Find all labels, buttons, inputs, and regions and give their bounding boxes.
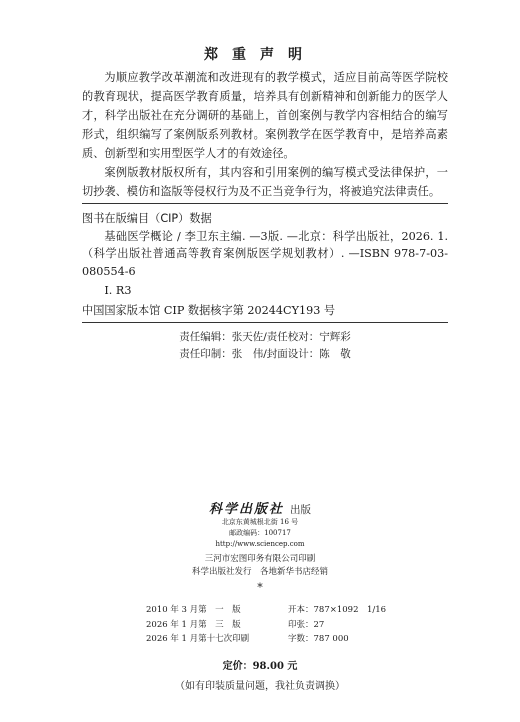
publisher-postcode: 邮政编码：100717 [229, 529, 291, 537]
publisher-logo-row [0, 498, 520, 517]
distribution-line: 科学出版社发行 各地新华书店经销 [191, 567, 328, 577]
separator-asterisk: * [257, 581, 263, 594]
staff-credits [82, 329, 448, 363]
edition-row [146, 632, 386, 647]
publisher-logo-suffix: 出版 [290, 504, 311, 516]
divider-bottom [82, 322, 448, 323]
edition-spec: 印张：27 [288, 619, 325, 630]
notice-paragraph-2: 案例版教材版权所有，其内容和引用案例的编写模式受法律保护，一切抄袭、模仿和盗版等侵权行为及不正当竞争行为，将被追究法律责任。 [82, 166, 448, 198]
publisher-block [0, 498, 520, 594]
edition-spec: 开本：787×1092 1/16 [288, 605, 387, 615]
edition-row [146, 618, 386, 633]
cip-block [82, 210, 448, 319]
edition-row [146, 603, 386, 618]
edition-info [146, 603, 386, 647]
staff-line-1: 责任编辑：张天佐/责任校对：宁辉彩 [179, 331, 351, 343]
edition-date: 2026 年 1 月第十七次印刷 [146, 634, 250, 644]
cip-heading: 图书在版编目（CIP）数据 [82, 212, 212, 225]
notice-statement [82, 68, 448, 201]
cip-classification: Ⅰ. R3 [104, 284, 132, 297]
publisher-logo: 科学出版社 [208, 502, 284, 517]
quality-notice: （如有印装质量问题，我社负责调换） [175, 681, 345, 692]
publisher-address: 北京东黄城根北街 16 号 [221, 518, 299, 526]
printer-name: 三河市宏图印务有限公司印刷 [204, 554, 316, 564]
edition-date: 2026 年 1 月第 三 版 [146, 619, 241, 630]
edition-date: 2010 年 3 月第 一 版 [146, 605, 241, 615]
notice-title: 郑重声明 [204, 47, 316, 63]
cip-number: 中国国家版本馆 CIP 数据核字第 20244CY193 号 [82, 303, 336, 317]
divider-top [82, 203, 448, 204]
publisher-website: http://www.sciencep.com [215, 540, 305, 548]
edition-spec: 字数：787 000 [288, 634, 349, 644]
cip-body: 基础医学概论 / 李卫东主编. —3版. —北京：科学出版社，2026. 1.（科学出版社普通高等教育案例版医学规划教材）. —ISBN 978-7-03-080554-6 [82, 229, 448, 278]
notice-paragraph-1: 为顺应教学改革潮流和改进现有的教学模式，适应目前高等医学院校的教育现状，提高医学教育质量，培养具有创新精神和创新能力的医学人才，科学出版社在充分调研的基础上，首创案例与教学内容相结合的编写形式，组织编写了案例版系列教材。案例教学在医学教育中，是培养高素质、创新型和实用型医学人才的有效途径。 [82, 71, 448, 160]
price: 定价：98.00 元 [222, 661, 298, 672]
staff-line-2: 责任印制：张 伟/封面设计：陈 敬 [179, 348, 351, 360]
